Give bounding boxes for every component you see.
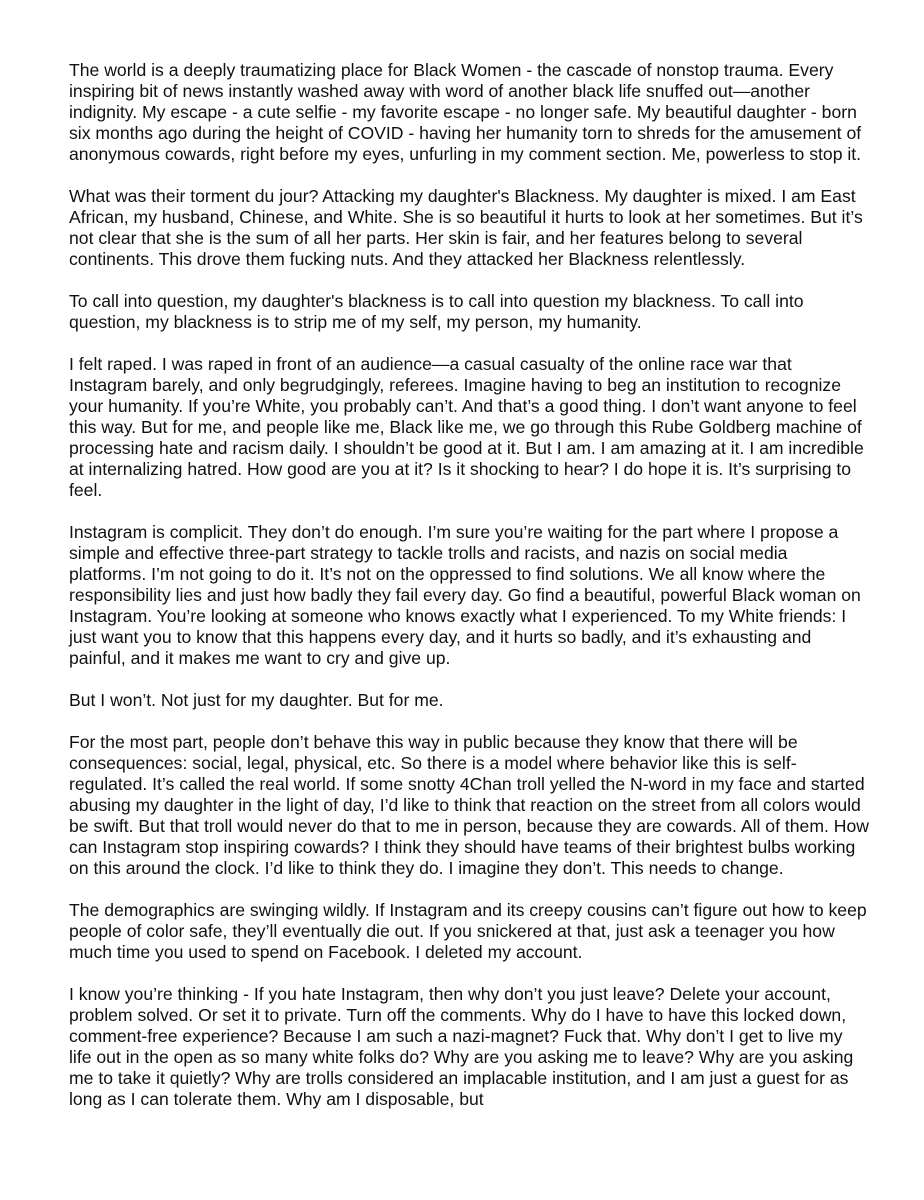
paragraph-4: I felt raped. I was raped in front of an audience—a casual casualty of the online race war that Instagram barely, and only begrudgingly, referees. Imagine having to beg an institution to recognize your humanity. If you’re White, you probably can’t. And that’s a good thing. I don’t want anyone to feel this way. But for me, and people like me, Black like me, we go through this Rube Goldberg machine of processing hate and racism daily. I shouldn’t be good at it. But I am. I am amazing at it. I am incredible at internalizing hatred. How good are you at it? Is it shocking to hear? I do hope it is. It’s surprising to feel. [69, 354, 864, 500]
paragraph-7: For the most part, people don’t behave this way in public because they know that there will be consequences: social, legal, physical, etc. So there is a model where behavior like this is self-regulated. It’s called the real world. If some snotty 4Chan troll yelled the N-word in my face and started abusing my daughter in the light of day, I’d like to think that reaction on the street from all colors would be swift. But that troll would never do that to me in person, because they are cowards. All of them. How can Instagram stop inspiring cowards? I think they should have teams of their brightest bulbs working on this around the clock. I’d like to think they do. I imagine they don’t. This needs to change. [69, 732, 869, 878]
paragraph-9: I know you’re thinking - If you hate Instagram, then why don’t you just leave? Delete your account, problem solved. Or set it to private. Turn off the comments. Why do I have to have this locked down, comment-free experience? Because I am such a nazi-magnet? Fuck that. Why don’t I get to live my life out in the open as so many white folks do? Why are you asking me to leave? Why are you asking me to take it quietly? Why are trolls considered an implacable institution, and I am just a guest for as long as I can tolerate them. Why am I disposable, but [69, 984, 854, 1109]
paragraph-3: To call into question, my daughter's blackness is to call into question my blackness. To call into question, my blackness is to strip me of my self, my person, my humanity. [69, 291, 804, 332]
paragraph-1: The world is a deeply traumatizing place for Black Women - the cascade of nonstop trauma. Every inspiring bit of news instantly washed away with word of another black life snuffed out—another indignity. My escape - a cute selfie - my favorite escape - no longer safe. My beautiful daughter - born six months ago during the height of COVID - having her humanity torn to shreds for the amusement of anonymous cowards, right before my eyes, unfurling in my comment section. Me, powerless to stop it. [69, 60, 862, 164]
paragraph-2: What was their torment du jour? Attacking my daughter's Blackness. My daughter is mixed. I am East African, my husband, Chinese, and White. She is so beautiful it hurts to look at her sometimes. But it’s not clear that she is the sum of all her parts. Her skin is fair, and her features belong to several continents. This drove them fucking nuts. And they attacked her Blackness relentlessly. [69, 186, 863, 269]
paragraph-8: The demographics are swinging wildly. If Instagram and its creepy cousins can’t figure out how to keep people of color safe, they’ll eventually die out. If you snickered at that, just ask a teenager you how much time you used to spend on Facebook. I deleted my account. [69, 900, 867, 962]
paragraph-5: Instagram is complicit. They don’t do enough. I’m sure you’re waiting for the part where I propose a simple and effective three-part strategy to tackle trolls and racists, and nazis on social media platforms. I’m not going to do it. It’s not on the oppressed to find solutions. We all know where the responsibility lies and just how badly they fail every day. Go find a beautiful, powerful Black woman on Instagram. You’re looking at someone who knows exactly what I experienced. To my White friends: I just want you to know that this happens every day, and it hurts so badly, and it’s exhausting and painful, and it makes me want to cry and give up. [69, 522, 861, 668]
paragraph-6: But I won’t. Not just for my daughter. But for me. [69, 690, 444, 710]
document-page [69, 60, 869, 1131]
